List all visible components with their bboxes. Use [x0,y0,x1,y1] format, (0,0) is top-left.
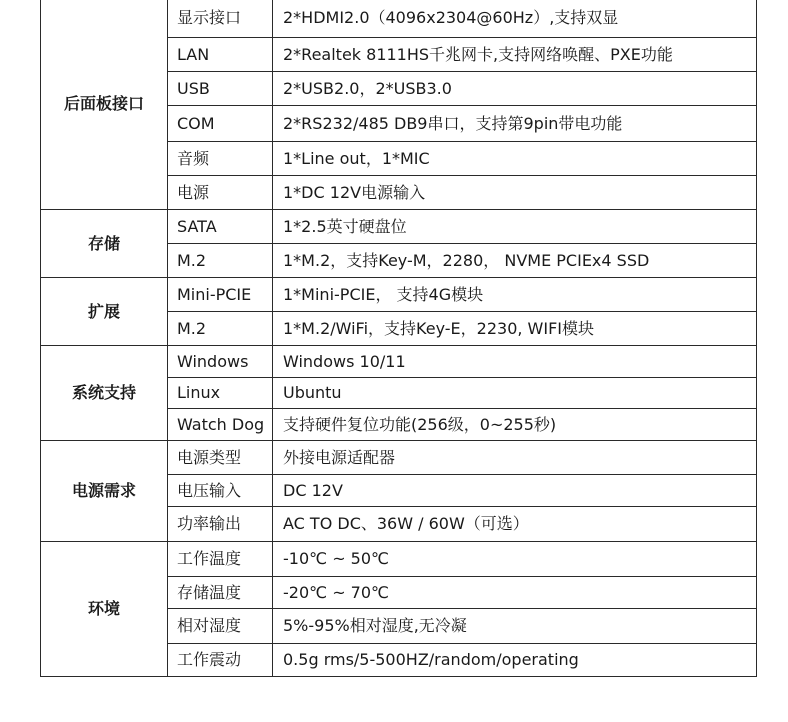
item-cell: Mini-PCIE [168,278,273,312]
category-cell: 存储 [41,210,168,278]
item-cell: USB [168,72,273,106]
value-cell: Windows 10/11 [273,346,757,378]
value-cell: 1*2.5英寸硬盘位 [273,210,757,244]
value-cell: 1*M.2/WiFi，支持Key-E，2230, WIFI模块 [273,312,757,346]
spec-table [40,0,757,677]
value-cell: 1*M.2，支持Key-M，2280， NVME PCIEx4 SSD [273,244,757,278]
value-cell: 5%-95%相对湿度,无冷凝 [273,609,757,644]
item-cell: 存储温度 [168,577,273,609]
item-cell: 显示接口 [168,0,273,38]
item-cell: 工作震动 [168,644,273,677]
spec-row [41,441,757,475]
value-cell: 支持硬件复位功能(256级，0~255秒) [273,409,757,441]
item-cell: Windows [168,346,273,378]
spec-row [41,278,757,312]
value-cell: 2*USB2.0，2*USB3.0 [273,72,757,106]
item-cell: 电压输入 [168,475,273,507]
category-cell: 环境 [41,542,168,677]
item-cell: 电源类型 [168,441,273,475]
value-cell: AC TO DC、36W / 60W（可选） [273,507,757,542]
item-cell: 功率输出 [168,507,273,542]
category-cell: 系统支持 [41,346,168,441]
item-cell: LAN [168,38,273,72]
value-cell: 外接电源适配器 [273,441,757,475]
value-cell: 1*Mini-PCIE， 支持4G模块 [273,278,757,312]
item-cell: M.2 [168,312,273,346]
value-cell: 0.5g rms/5-500HZ/random/operating [273,644,757,677]
value-cell: -10℃ ~ 50℃ [273,542,757,577]
spec-row [41,210,757,244]
item-cell: Linux [168,378,273,409]
spec-row [41,542,757,577]
value-cell: 2*Realtek 8111HS千兆网卡,支持网络唤醒、PXE功能 [273,38,757,72]
category-cell: 电源需求 [41,441,168,542]
item-cell: 音频 [168,142,273,176]
item-cell: 工作温度 [168,542,273,577]
value-cell: 2*HDMI2.0（4096x2304@60Hz）,支持双显 [273,0,757,38]
category-cell: 扩展 [41,278,168,346]
category-cell: 后面板接口 [41,0,168,210]
spec-table-body [41,0,757,677]
item-cell: M.2 [168,244,273,278]
value-cell: 1*DC 12V电源输入 [273,176,757,210]
value-cell: -20℃ ~ 70℃ [273,577,757,609]
value-cell: 1*Line out，1*MIC [273,142,757,176]
value-cell: Ubuntu [273,378,757,409]
item-cell: 电源 [168,176,273,210]
spec-row [41,0,757,38]
item-cell: 相对湿度 [168,609,273,644]
value-cell: 2*RS232/485 DB9串口，支持第9pin带电功能 [273,106,757,142]
value-cell: DC 12V [273,475,757,507]
spec-row [41,346,757,378]
item-cell: SATA [168,210,273,244]
item-cell: COM [168,106,273,142]
item-cell: Watch Dog [168,409,273,441]
